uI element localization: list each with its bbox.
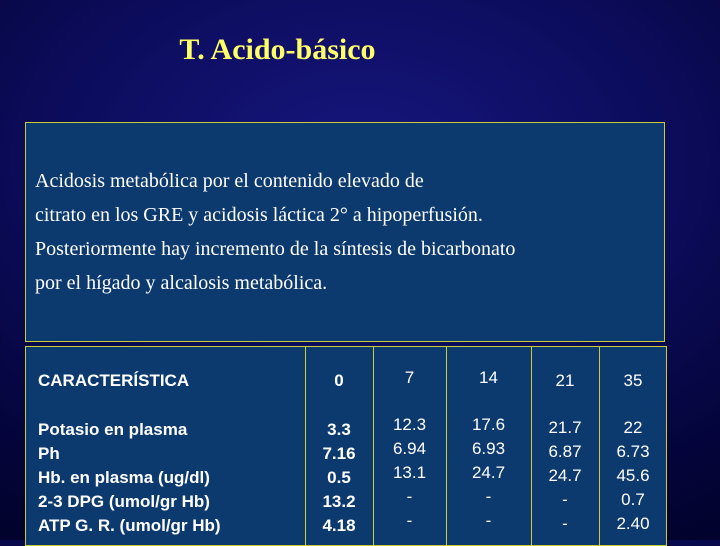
description-box (25, 122, 665, 342)
description-line-4: por el hígado y alcalosis metabólica. (35, 272, 328, 294)
row-label-hb: Hb. en plasma (ug/dl) (38, 468, 210, 487)
column-header-day-21: 21 (555, 371, 575, 390)
table-cell: 0.5 (327, 468, 351, 487)
row-labels (38, 418, 221, 538)
table-cell: - (485, 487, 492, 506)
column-values-day-14 (446, 413, 531, 533)
column-values-day-0 (305, 418, 373, 538)
table-cell: - (562, 490, 568, 509)
table-cell: 0.7 (621, 490, 645, 509)
description-line-1: Acidosis metabólica por el contenido elevado de (35, 170, 424, 192)
table-cell: 6.73 (616, 442, 650, 461)
table-cell: 12.3 (392, 415, 427, 434)
table-cell: 21.7 (548, 418, 582, 437)
row-label-atp: ATP G. R. (umol/gr Hb) (38, 516, 221, 535)
table-cell: 13.1 (392, 463, 427, 482)
column-header-day-35: 35 (623, 371, 643, 390)
table-cell: 2.40 (616, 514, 650, 533)
description-line-2: citrato en los GRE y acidosis láctica 2° a hipoperfusión. (35, 204, 483, 226)
row-label-potasio: Potasio en plasma (38, 420, 188, 439)
table-cell: 17.6 (471, 415, 506, 434)
table-cell: 22 (623, 418, 643, 437)
table-cell: 6.93 (471, 439, 506, 458)
row-label-ph: Ph (38, 444, 60, 463)
column-values-day-35 (599, 416, 667, 536)
table-cell: 6.94 (392, 439, 427, 458)
column-header-day-14: 14 (479, 368, 498, 387)
table-cell: 24.7 (471, 463, 506, 482)
table-cell: 24.7 (548, 466, 582, 485)
table-cell: 3.3 (327, 420, 351, 439)
table-cell: 7.16 (322, 444, 356, 463)
slide-title: T. Acido-básico (179, 33, 376, 66)
column-header-day-0: 0 (334, 371, 344, 390)
table-cell: 4.18 (322, 516, 356, 535)
table-cell: - (485, 511, 492, 530)
column-header-day-7: 7 (404, 368, 415, 387)
column-values-day-7 (373, 413, 446, 533)
table-cell: 6.87 (548, 442, 582, 461)
table-cell: - (406, 511, 413, 530)
description-line-3: Posteriormente hay incremento de la síntesis de bicarbonato (35, 238, 516, 260)
table-cell: - (406, 487, 413, 506)
table-cell: 13.2 (322, 492, 356, 511)
data-table (25, 346, 667, 546)
row-label-dpg: 2-3 DPG (umol/gr Hb) (38, 492, 210, 511)
table-cell: - (562, 514, 568, 533)
column-values-day-21 (531, 416, 599, 536)
table-cell: 45.6 (616, 466, 650, 485)
table-header-label: CARACTERÍSTICA (38, 371, 190, 390)
